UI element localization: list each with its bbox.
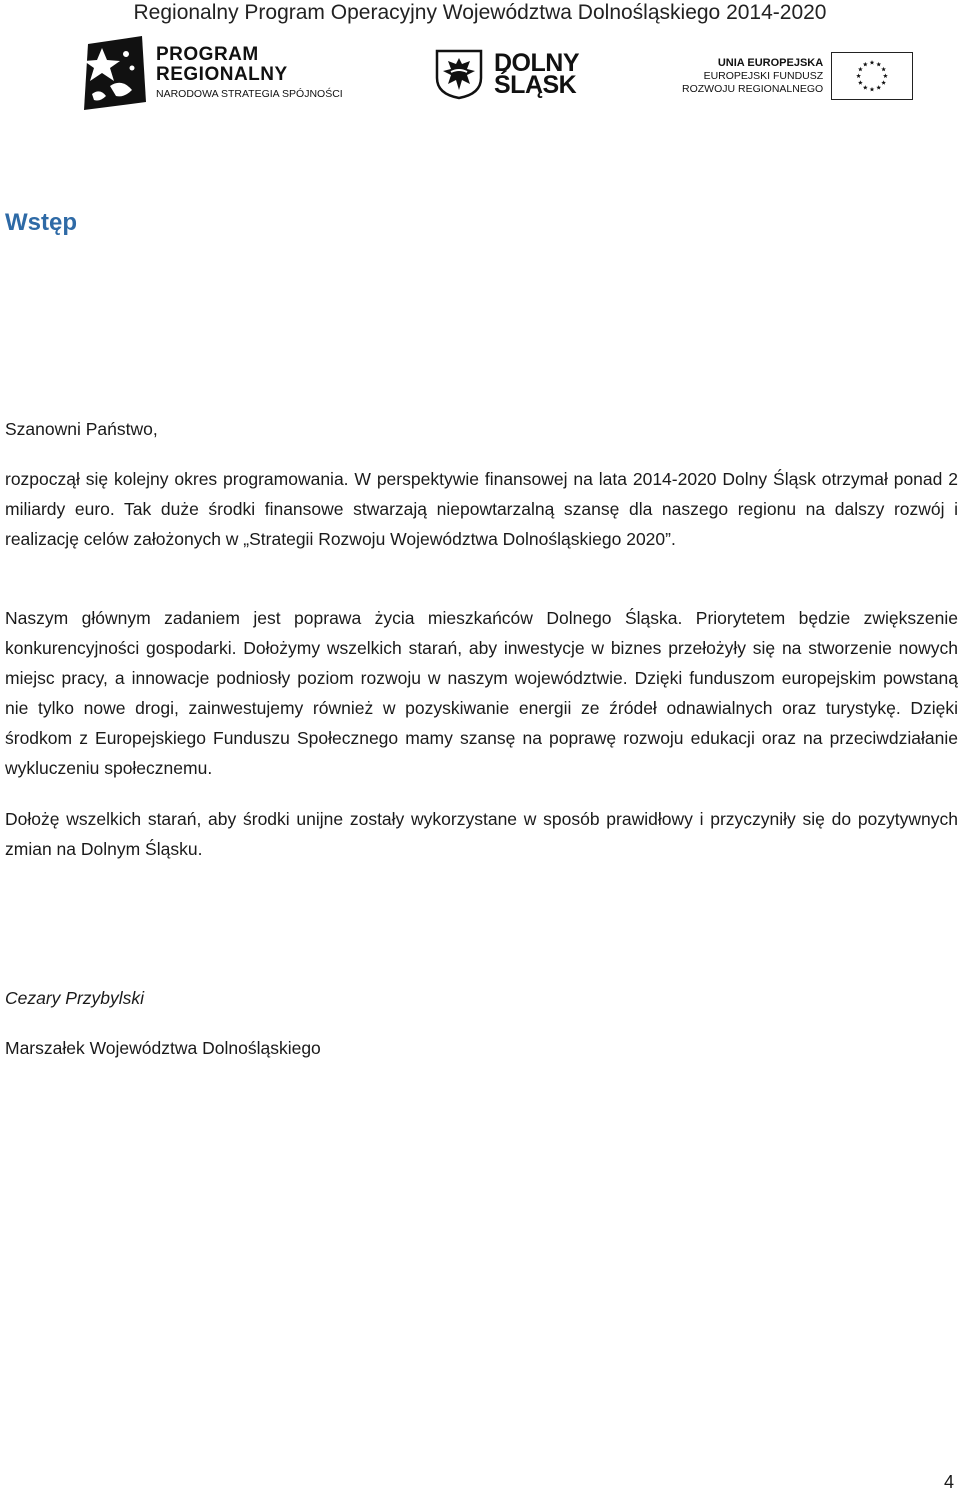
eu-star-icon bbox=[858, 80, 863, 85]
fundusze-europejskie-star-icon bbox=[80, 34, 150, 112]
signature-name: Cezary Przybylski bbox=[5, 988, 145, 1008]
logo-nss-text: NARODOWA STRATEGIA SPÓJNOŚCI bbox=[156, 88, 343, 100]
section-title: Wstęp bbox=[5, 209, 77, 236]
eu-star-icon bbox=[870, 60, 875, 65]
paragraph-2: Naszym głównym zadaniem jest poprawa życia mieszkańców Dolnego Śląska. Priorytetem będzie zwiększenie konkurencyjności gospodarki. Dołożymy wszelkich starań, aby inwestycje w biznes przełożyły się na stworzenie nowych miejsc pracy, a innowacje podniosły poziom rozwoju w naszym województwie. Dzięki funduszom europejskim powstaną nie tylko nowe drogi, zainwestujemy również w pozyskiwanie energii ze źródeł odnawialnych oraz turystykę. Dzięki środkom z Europejskiego Funduszu Społecznego mamy szansę na poprawę rozwoju edukacji oraz na przeciwdziałanie wykluczeniu społecznemu. bbox=[5, 608, 958, 778]
eu-star-icon bbox=[858, 67, 863, 72]
dolny-slask-logo bbox=[434, 48, 579, 100]
signature-role: Marszałek Województwa Dolnośląskiego bbox=[5, 1038, 321, 1058]
logo-fund-text: EUROPEJSKI FUNDUSZ bbox=[703, 70, 824, 82]
eu-star-icon bbox=[856, 74, 861, 79]
eu-star-icon bbox=[881, 80, 886, 85]
silesian-eagle-icon bbox=[434, 48, 484, 100]
eu-star-icon bbox=[863, 62, 868, 67]
eu-flag-icon bbox=[831, 52, 913, 100]
program-regionalny-logo bbox=[80, 34, 343, 112]
eu-star-icon bbox=[877, 62, 882, 67]
eu-star-icon bbox=[881, 67, 886, 72]
eu-star-icon bbox=[883, 74, 888, 79]
paragraph-1: rozpoczął się kolejny okres programowania. W perspektywie finansowej na lata 2014-2020 Dolny Śląsk otrzymał ponad 2 miliardy euro. Tak duże środki finansowe stwarzają niepowtarzalną szansę dla naszego regionu na dalszy rozwój i realizację celów założonych w „Strategii Rozwoju Województwa Dolnośląskiego 2020”. bbox=[5, 469, 958, 549]
logo-dolny-text: DOLNY bbox=[494, 49, 579, 77]
logo-bar bbox=[0, 34, 960, 114]
logo-regionalny-text: REGIONALNY bbox=[156, 64, 288, 85]
logo-slask-text: ŚLĄSK bbox=[494, 71, 577, 99]
eu-star-icon bbox=[870, 87, 875, 92]
salutation: Szanowni Państwo, bbox=[5, 419, 158, 439]
paragraph-3: Dołożę wszelkich starań, aby środki unijne zostały wykorzystane w sposób prawidłowy i przyczyniły się do pozytywnych zmian na Dolnym Śląsku. bbox=[5, 809, 958, 859]
page-number: 4 bbox=[943, 1472, 954, 1492]
running-header: Regionalny Program Operacyjny Województwa Dolnośląskiego 2014-2020 bbox=[133, 1, 827, 24]
eu-star-icon bbox=[863, 85, 868, 90]
logo-fund-rr-text: ROZWOJU REGIONALNEGO bbox=[682, 83, 824, 95]
logo-program-text: PROGRAM bbox=[156, 44, 259, 65]
logo-ue-text: UNIA EUROPEJSKA bbox=[717, 57, 824, 69]
eu-star-icon bbox=[877, 85, 882, 90]
eu-fund-logo bbox=[682, 52, 913, 100]
